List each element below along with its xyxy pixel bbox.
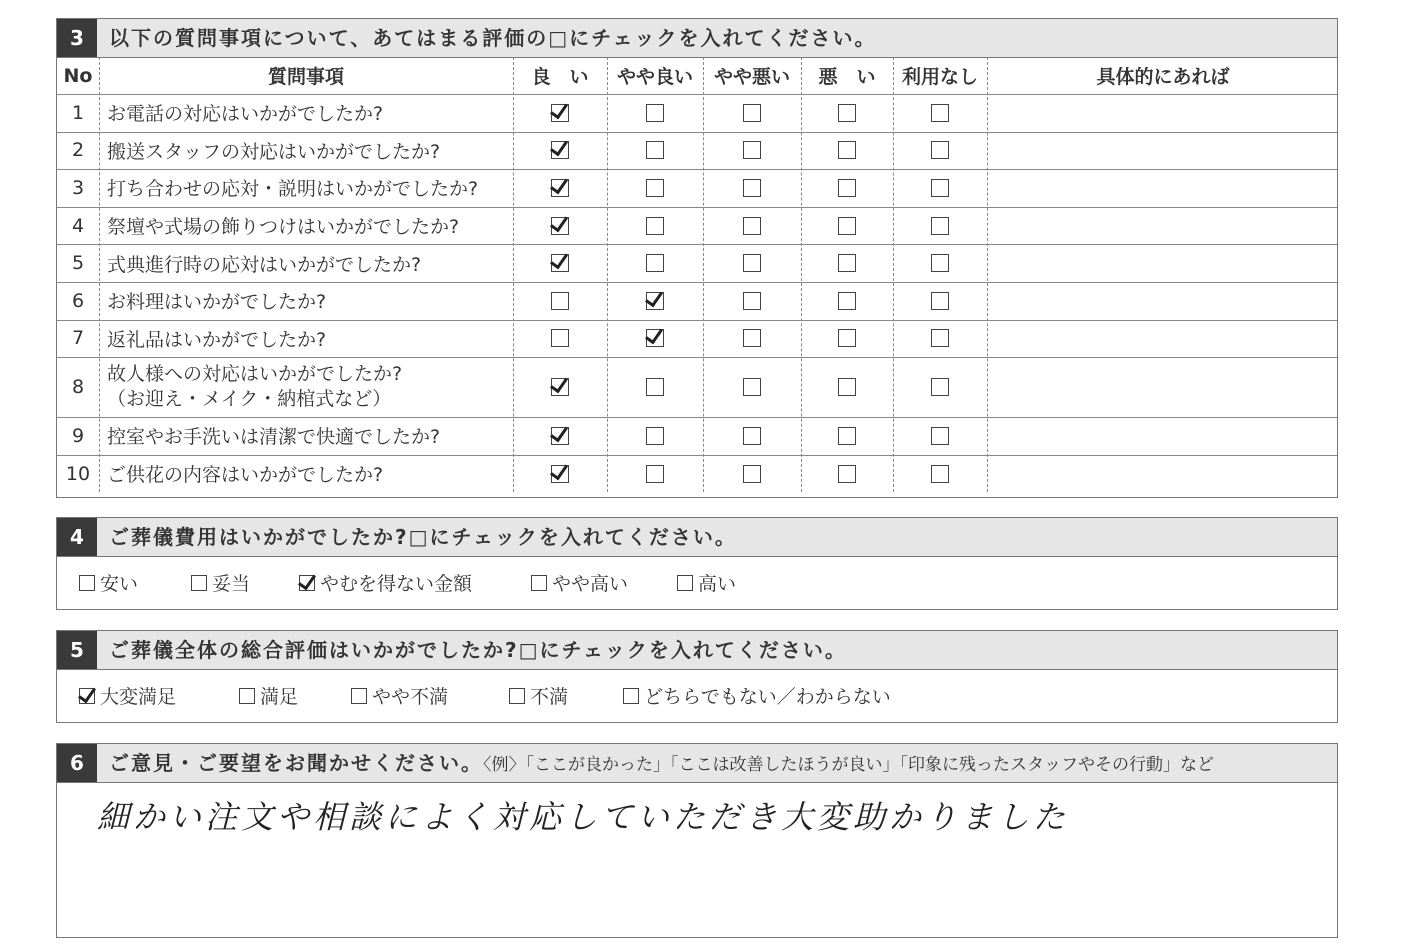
option-item[interactable] [299,556,472,609]
table-row [57,207,1337,246]
question-line: お電話の対応はいかがでしたか? [107,103,384,126]
option-checkbox[interactable] [191,575,207,591]
rating-checkbox[interactable] [743,104,761,122]
rating-checkbox[interactable] [931,329,949,347]
rating-checkbox[interactable] [931,217,949,235]
rating-checkbox[interactable] [743,378,761,396]
rating-checkbox[interactable] [551,217,569,235]
column-separator [513,57,514,492]
rating-checkbox[interactable] [931,104,949,122]
section-4-cost [56,517,1338,610]
option-label: やむを得ない金額 [320,573,473,595]
option-item[interactable] [239,669,298,722]
section-number: 6 [57,744,97,782]
rating-checkbox[interactable] [646,427,664,445]
question-number: 5 [71,252,85,275]
rating-cell [703,417,801,455]
option-checkbox[interactable] [531,575,547,591]
column-separator [703,57,704,492]
question-number: 8 [71,376,85,399]
question-number: 7 [71,327,85,350]
column-separator [607,57,608,492]
detail-field[interactable] [987,169,1339,207]
rating-checkbox[interactable] [743,141,761,159]
rating-checkbox[interactable] [551,141,569,159]
rating-checkbox[interactable] [743,254,761,272]
rating-checkbox[interactable] [743,465,761,483]
option-label: 高い [698,573,737,595]
question-number: 1 [71,101,85,124]
cost-options [57,556,1337,609]
question-number: 10 [65,462,91,485]
rating-checkbox[interactable] [931,292,949,310]
rating-cell [703,94,801,132]
rating-checkbox[interactable] [838,378,856,396]
column-separator [99,57,100,492]
rating-cell [703,132,801,170]
question-line: ご供花の内容はいかがでしたか? [107,464,384,487]
table-row [57,357,1337,418]
rating-cell [703,207,801,245]
question-number: 9 [71,424,85,447]
rating-cell [703,455,801,493]
overall-options [57,669,1337,722]
rating-cell [801,207,893,245]
rating-cell [893,132,987,170]
rating-checkbox[interactable] [838,217,856,235]
rating-checkbox[interactable] [838,141,856,159]
detail-field[interactable] [987,282,1339,320]
rating-checkbox[interactable] [931,465,949,483]
rating-cell [607,244,703,282]
option-checkbox[interactable] [677,575,693,591]
rating-cell [607,455,703,493]
question-subline: （お迎え・メイク・納棺式など） [107,388,392,411]
question-text [99,282,513,320]
question-text [99,169,513,207]
question-line: 搬送スタッフの対応はいかがでしたか? [107,140,441,163]
rating-cell [801,417,893,455]
rating-cell [703,357,801,417]
detail-field[interactable] [987,132,1339,170]
section-title [109,744,1214,782]
rating-cell [893,94,987,132]
option-label: 満足 [260,686,299,708]
rating-checkbox[interactable] [551,329,569,347]
question-line: お料理はいかがでしたか? [107,291,327,314]
option-label: やや高い [552,573,629,595]
rating-cell [607,357,703,417]
table-row [57,169,1337,208]
rating-cell [513,417,607,455]
rating-cell [513,357,607,417]
option-label: やや不満 [372,686,449,708]
rating-checkbox[interactable] [743,292,761,310]
rating-checkbox[interactable] [838,254,856,272]
section-6-title-text: ご意見・ご要望をお聞かせください。 [109,751,483,775]
rating-cell [893,455,987,493]
option-item[interactable] [531,556,628,609]
rating-cell [607,169,703,207]
rating-checkbox[interactable] [646,378,664,396]
section-number: 4 [57,518,97,556]
question-text [99,320,513,358]
rating-cell [801,132,893,170]
column-header: 利用なし [901,66,978,88]
rating-cell [703,244,801,282]
section-title: ご葬儀費用はいかがでしたか?□にチェックを入れてください。 [109,525,737,549]
option-checkbox[interactable] [623,688,639,704]
question-text [99,94,513,132]
rating-cell [513,320,607,358]
rating-cell [801,357,893,417]
option-label: 安い [100,573,139,595]
option-label: 大変満足 [100,686,177,708]
question-line: 式典進行時の応対はいかがでしたか? [107,253,422,276]
rating-cell [893,207,987,245]
rating-cell [607,132,703,170]
section-3-header [57,19,1337,58]
rating-checkbox[interactable] [551,378,569,396]
column-header: 良 い [531,66,589,88]
section-6-comments [56,743,1338,938]
rating-checkbox[interactable] [551,179,569,197]
rating-cell [893,244,987,282]
section-5-overall [56,630,1338,723]
rating-cell [703,320,801,358]
section-3-rating-table [56,18,1338,498]
question-text [99,357,513,417]
rating-checkbox[interactable] [646,217,664,235]
option-item[interactable] [79,556,138,609]
question-number: 2 [71,139,85,162]
detail-field[interactable] [987,417,1339,455]
rating-checkbox[interactable] [551,254,569,272]
column-separator [987,57,988,492]
section-6-example: 〈例〉「ここが良かった」「ここは改善したほうが良い」「印象に残ったスタッフやその行動」など [483,755,1214,775]
rating-cell [513,94,607,132]
question-number: 3 [71,176,85,199]
section-4-header [57,518,1337,557]
column-header: やや悪い [713,66,790,88]
rating-cell [893,320,987,358]
table-row [57,132,1337,171]
option-label: どちらでもない／わからない [644,686,891,708]
section-title: 以下の質問事項について、あてはまる評価の□にチェックを入れてください。 [109,26,877,50]
rating-cell [513,169,607,207]
question-text [99,417,513,455]
column-header: No [63,64,93,87]
rating-cell [893,169,987,207]
rating-cell [893,282,987,320]
section-number: 3 [57,19,97,57]
table-header-row [57,57,1337,95]
option-checkbox[interactable] [351,688,367,704]
detail-field[interactable] [987,320,1339,358]
question-text [99,207,513,245]
rating-checkbox[interactable] [838,292,856,310]
rating-checkbox[interactable] [551,104,569,122]
rating-checkbox[interactable] [838,465,856,483]
rating-checkbox[interactable] [931,254,949,272]
table-row [57,455,1337,493]
detail-field[interactable] [987,357,1339,417]
table-row [57,244,1337,283]
detail-field[interactable] [987,455,1339,493]
rating-cell [513,207,607,245]
question-line: 故人様への対応はいかがでしたか? [107,363,403,386]
option-item[interactable] [623,669,891,722]
rating-cell [607,320,703,358]
section-5-header [57,631,1337,670]
column-header: 質問事項 [267,66,344,88]
rating-cell [703,169,801,207]
rating-checkbox[interactable] [931,427,949,445]
rating-cell [703,282,801,320]
rating-checkbox[interactable] [646,179,664,197]
column-separator [801,57,802,492]
question-line: 祭壇や式場の飾りつけはいかがでしたか? [107,216,460,239]
table-row [57,417,1337,456]
question-text [99,244,513,282]
option-label: 不満 [530,686,569,708]
rating-cell [607,282,703,320]
rating-checkbox[interactable] [931,141,949,159]
rating-cell [801,94,893,132]
rating-checkbox[interactable] [931,378,949,396]
rating-cell [801,320,893,358]
option-checkbox[interactable] [79,575,95,591]
option-item[interactable] [79,669,176,722]
detail-field[interactable] [987,94,1339,132]
rating-checkbox[interactable] [551,427,569,445]
column-header: 具体的にあれば [1096,66,1230,88]
rating-checkbox[interactable] [646,141,664,159]
rating-cell [893,357,987,417]
rating-cell [607,207,703,245]
table-row [57,94,1337,133]
rating-checkbox[interactable] [838,329,856,347]
column-header: やや良い [616,66,693,88]
rating-checkbox[interactable] [551,292,569,310]
option-item[interactable] [509,669,568,722]
question-text [99,455,513,493]
option-checkbox[interactable] [79,688,95,704]
rating-cell [801,244,893,282]
option-checkbox[interactable] [509,688,525,704]
rating-cell [513,282,607,320]
rating-cell [893,417,987,455]
rating-checkbox[interactable] [743,427,761,445]
question-number: 4 [71,214,85,237]
rating-checkbox[interactable] [931,179,949,197]
rating-cell [607,417,703,455]
detail-field[interactable] [987,207,1339,245]
rating-checkbox[interactable] [646,465,664,483]
handwritten-comment[interactable]: 細かい注文や相談によく対応していただき大変助かりました [97,798,1070,836]
rating-cell [513,455,607,493]
question-text [99,132,513,170]
rating-checkbox[interactable] [743,329,761,347]
option-checkbox[interactable] [299,575,315,591]
rating-cell [607,94,703,132]
table-row [57,320,1337,359]
question-number: 6 [71,289,85,312]
rating-cell [801,282,893,320]
section-6-header [57,744,1337,783]
question-line: 打ち合わせの応対・説明はいかがでしたか? [107,178,479,201]
rating-checkbox[interactable] [838,104,856,122]
option-label: 妥当 [212,573,251,595]
question-line: 控室やお手洗いは清潔で快適でしたか? [107,426,441,449]
detail-field[interactable] [987,244,1339,282]
rating-checkbox[interactable] [743,179,761,197]
rating-checkbox[interactable] [646,104,664,122]
option-item[interactable] [191,556,250,609]
section-number: 5 [57,631,97,669]
rating-checkbox[interactable] [743,217,761,235]
rating-cell [801,455,893,493]
rating-checkbox[interactable] [646,292,664,310]
rating-checkbox[interactable] [551,465,569,483]
option-item[interactable] [677,556,736,609]
column-separator [893,57,894,492]
rating-cell [513,132,607,170]
rating-cell [801,169,893,207]
option-item[interactable] [351,669,448,722]
section-title: ご葬儀全体の総合評価はいかがでしたか?□にチェックを入れてください。 [109,638,847,662]
rating-checkbox[interactable] [646,329,664,347]
option-checkbox[interactable] [239,688,255,704]
rating-cell [513,244,607,282]
table-row [57,282,1337,321]
rating-checkbox[interactable] [838,427,856,445]
question-line: 返礼品はいかがでしたか? [107,328,327,351]
column-header: 悪 い [818,66,876,88]
rating-checkbox[interactable] [838,179,856,197]
rating-checkbox[interactable] [646,254,664,272]
